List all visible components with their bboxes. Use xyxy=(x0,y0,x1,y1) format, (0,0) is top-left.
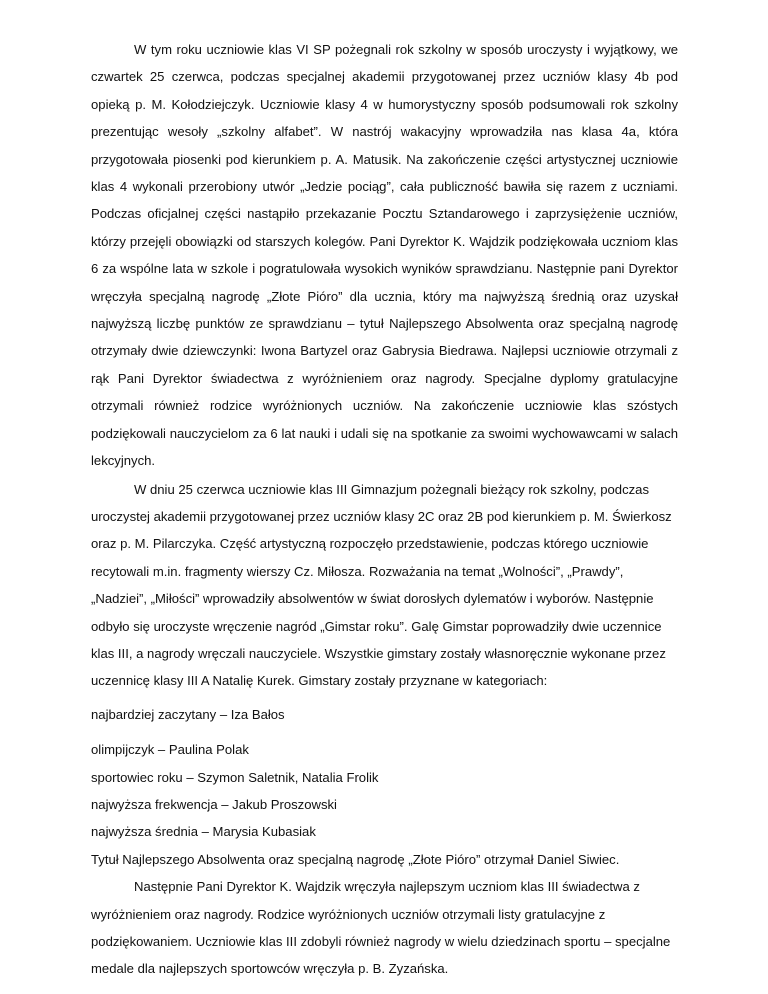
category-item: najwyższa średnia – Marysia Kubasiak xyxy=(91,824,316,840)
paragraph-sixth-grade-ceremony: W tym roku uczniowie klas VI SP pożegnali rok szkolny w sposób uroczysty i wyjątkowy, we czwartek 25 czerwca, podczas specjalnej akademii przygotowanej przez uczniów klasy 4b pod opieką p. M. Kołodziejczyk. Uczniowie klasy 4 w humorystyczny sposób podsumowali rok szkolny prezentując wesoły „szkolny alfabet”. W nastrój wakacyjny wprowadziła nas klasa 4a, która przygotowała piosenki pod kierunkiem p. A. Matusik. Na zakończenie części artystycznej uczniowie klas 4 wykonali przerobiony utwór „Jedzie pociąg”, cała publiczność bawiła się razem z uczniami. Podczas oficjalnej części nastąpiło przekazanie Pocztu Sztandarowego i zaprzysiężenie uczniów, którzy przejęli obowiązki od starszych kolegów. Pani Dyrektor K. Wajdzik podziękowała uczniom klas 6 za wspólne lata w szkole i pogratulowała wysokich wyników sprawdzianu. Następnie pani Dyrektor wręczyła specjalną nagrodę „Złote Pióro” dla ucznia, który ma najwyższą średnią oraz uzyskał najwyższą liczbę punktów ze sprawdzianu – tytuł Najlepszego Absolwenta oraz specjalną nagrodę otrzymały dwie dziewczynki: Iwona Bartyzel oraz Gabrysia Biedrawa. Najlepsi uczniowie otrzymali z rąk Pani Dyrektor świadectwa z wyróżnieniem oraz nagrody. Specjalne dyplomy gratulacyjne otrzymali również rodzice wyróżnionych uczniów. Na zakończenie uczniowie klas szóstych podziękowali nauczycielom za 6 lat nauki i udali się na spotkanie za swoimi wychowawcami w salach lekcyjnych. xyxy=(91,42,678,469)
document-page xyxy=(91,36,678,983)
category-item: najbardziej zaczytany – Iza Bałos xyxy=(91,706,285,722)
category-item: najwyższa frekwencja – Jakub Proszowski xyxy=(91,796,337,812)
category-item: sportowiec roku – Szymon Saletnik, Natalia Frolik xyxy=(91,769,379,785)
paragraph-gymnasium-ceremony: W dniu 25 czerwca uczniowie klas III Gimnazjum pożegnali bieżący rok szkolny, podczas uroczystej akademii przygotowanej przez uczniów klasy 2C oraz 2B pod kierunkiem p. M. Świerkosz oraz p. M. Pilarczyka. Część artystyczną rozpoczęło przedstawienie, podczas którego uczniowie recytowali m.in. fragmenty wierszy Cz. Miłosza. Rozważania na temat „Wolności”, „Prawdy”, „Nadziei”, „Miłości” wprowadziły absolwentów w świat dorosłych dylematów i wyborów. Następnie odbyło się uroczyste wręczenie nagród „Gimstar roku”. Galę Gimstar poprowadziły dwie uczennice klas III, a nagrody wręczali nauczyciele. Wszystkie gimstary zostały własnoręcznie wykonane przez uczennicę klasy III A Natalię Kurek. Gimstary zostały przyznane w kategoriach: xyxy=(91,481,672,689)
category-item: olimpijczyk – Paulina Polak xyxy=(91,742,249,758)
best-graduate-line: Tytuł Najlepszego Absolwenta oraz specjalną nagrodę „Złote Pióro” otrzymał Daniel Siwiec. xyxy=(91,851,620,867)
paragraph-awards: Następnie Pani Dyrektor K. Wajdzik wręczyła najlepszym uczniom klas III świadectwa z wyróżnieniem oraz nagrody. Rodzice wyróżnionych uczniów otrzymali listy gratulacyjne z podziękowaniem. Uczniowie klas III zdobyli również nagrody w wielu dziedzinach sportu – specjalne medale dla najlepszych sportowców wręczyła p. B. Zyzańska. xyxy=(91,879,671,977)
